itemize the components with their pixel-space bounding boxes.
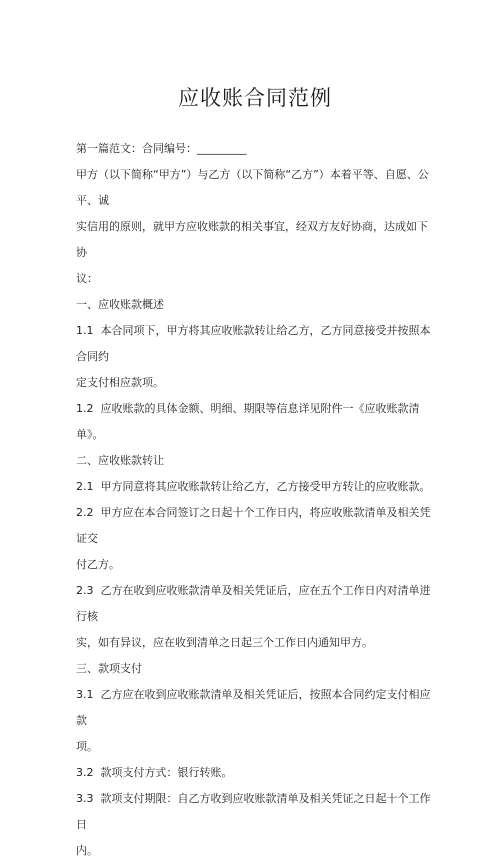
clause-3-2: 3.2 款项支付方式：银行转账。 [76,766,233,779]
preamble-line-2: 实信用的原则，就甲方应收账款的相关事宜，经双方友好协商，达成如下协 [76,220,428,259]
clause-3-1-line-1: 3.1 乙方应在收到应收账款清单及相关凭证后，按照本合同约定支付相应款 [76,688,431,727]
section-heading-2: 二、应收账款转让 [76,454,164,467]
preamble-line-1: 甲方（以下简称“甲方”）与乙方（以下简称“乙方”）本着平等、自愿、公平、诚 [76,168,429,207]
clause-1-1-line-1: 1.1 本合同项下，甲方将其应收账款转让给乙方，乙方同意接受并按照本合同约 [76,324,431,363]
section-heading-1: 一、应收账款概述 [76,298,164,311]
document-title: 应收账合同范例 [178,86,332,110]
clause-2-3-line-2: 实，如有异议，应在收到清单之日起三个工作日内通知甲方。 [76,636,373,649]
preamble-line-3: 议： [76,272,98,285]
contract-number-line: 第一篇范文：合同编号：_________ [76,142,247,155]
section-heading-3: 三、款项支付 [76,662,142,675]
clause-1-1-line-2: 定支付相应款项。 [76,376,164,389]
clause-3-1-line-2: 项。 [76,740,98,753]
clause-1-2: 1.2 应收账款的具体金额、明细、期限等信息详见附件一《应收账款清单》。 [76,402,420,441]
clause-2-3-line-1: 2.3 乙方在收到应收账款清单及相关凭证后，应在五个工作日内对清单进行核 [76,584,431,623]
clause-3-3-line-1: 3.3 款项支付期限：自乙方收到应收账款清单及相关凭证之日起十个工作日 [76,792,431,831]
clause-2-2-line-2: 付乙方。 [76,558,120,571]
clause-2-2-line-1: 2.2 甲方应在本合同签订之日起十个工作日内，将应收账款清单及相关凭证交 [76,506,431,545]
clause-2-1: 2.1 甲方同意将其应收账款转让给乙方，乙方接受甲方转让的应收账款。 [76,480,431,493]
clause-3-3-line-2: 内。 [76,844,98,857]
